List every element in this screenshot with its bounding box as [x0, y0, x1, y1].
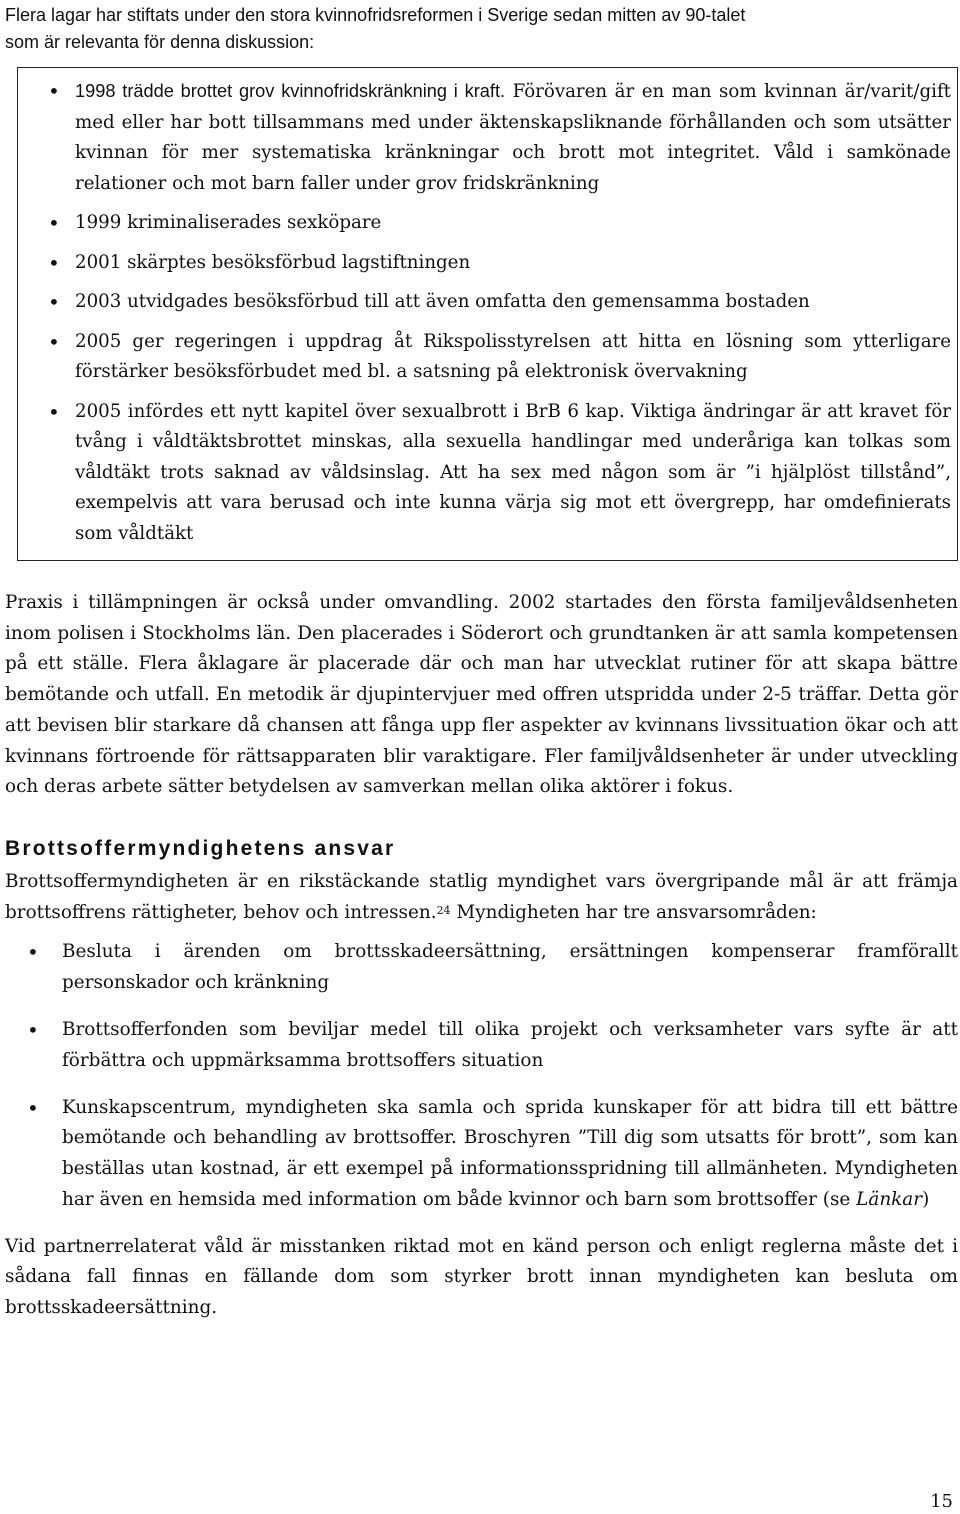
reform-item-2001 — [48, 248, 951, 279]
reform-box — [17, 67, 958, 561]
reform-item-1998 — [48, 76, 951, 199]
reform-section — [5, 0, 958, 561]
reform-item-2005b — [48, 397, 951, 550]
responsibility-item-fund — [5, 1015, 958, 1077]
reform-text: Förövaren är en man som kvinnan är/varit/gift med eller har bott tillsammans med under äktenskapsliknande förhållanden och som utsätter kvinnan för mer systematiska kränkningar och brott mot integritet. Våld i samkönade relationer och mot barn faller under grov fridskränkning — [75, 81, 951, 194]
bullet-icon: • — [27, 940, 39, 965]
links-reference[interactable]: Länkar — [856, 1188, 923, 1210]
reform-text: 2005 infördes ett nytt kapitel över sexualbrott i BrB 6 kap. Viktiga ändringar är att kravet för tvång i våldtäktsbrottet minskas, alla sexuella handlingar med underåriga kan tolkas som våldtäkt trots saknad av våldsinslag. Att ha sex med någon som är ”i hjälplöst tillstånd”, exempelvis att vara berusad och inte kunna värja sig mot ett övergrepp, har omdefinierats som våldtäkt — [75, 400, 951, 544]
intro-paragraph — [5, 0, 958, 56]
responsibility-text: Brottsofferfonden som beviljar medel till olika projekt och verksamheter vars syfte är att förbättra och uppmärksamma brottsoffers situation — [62, 1018, 958, 1071]
final-paragraph: Vid partnerrelaterat våld är misstanken riktad mot en känd person och enligt reglerna måste det i sådana fall finnas en fällande dom som styrker brott innan myndigheten kan besluta om brottsskadeersättning. — [5, 1235, 958, 1319]
reform-list — [48, 76, 951, 549]
reform-lead: 1998 trädde brottet grov kvinnofridskränkning i kraft. — [75, 81, 506, 101]
reform-item-2003 — [48, 287, 951, 318]
responsibility-item-knowledge-center — [5, 1093, 958, 1216]
bullet-icon: • — [48, 399, 60, 424]
section-heading: Brottsoffermyndighetens ansvar — [5, 836, 396, 860]
intro-line-2: som är relevanta för denna diskussion: — [5, 32, 315, 52]
responsibility-list — [5, 937, 958, 1215]
bullet-icon: • — [27, 1095, 39, 1120]
intro-line-1: Flera lagar har stiftats under den stora kvinnofridsreformen i Sverige sedan mitten av 90-talet — [5, 5, 746, 25]
responsibility-item-compensation — [5, 937, 958, 999]
section-intro-text: Brottsoffermyndigheten är en rikstäckande statlig myndighet vars övergripande mål är att främja brottsoffrens rättigheter, behov och intressen. — [5, 870, 958, 923]
reform-text: 2005 ger regeringen i uppdrag åt Rikspolisstyrelsen att hitta en lösning som ytterligare förstärker besöksförbudet med bl. a satsning på elektronisk övervakning — [75, 330, 951, 382]
bullet-icon: • — [48, 211, 60, 235]
reform-text: 2003 utvidgades besöksförbud till att även omfatta den gemensamma bostaden — [75, 291, 810, 312]
responsibility-text: Besluta i ärenden om brottsskadeersättning, ersättningen kompenserar framförallt personskador och kränkning — [62, 941, 958, 994]
bullet-icon: • — [48, 329, 60, 354]
document-page — [5, 0, 958, 1324]
page-number: 15 — [930, 1491, 953, 1512]
bullet-icon: • — [48, 250, 60, 275]
reform-item-2005a — [48, 327, 951, 388]
responsibility-text-tail: ) — [922, 1188, 930, 1210]
reform-item-1999 — [48, 208, 951, 239]
section-intro-paragraph — [5, 867, 958, 928]
reform-text: 1999 kriminaliserades sexköpare — [75, 212, 382, 233]
praxis-paragraph: Praxis i tillämpningen är också under omvandling. 2002 startades den första familjevåldsenheten inom polisen i Stockholms län. Den placerades i Söderort och grundtanken är att samla kompetensen på ett ställe. Flera åklagare är placerade där och man har utvecklat rutiner för att skapa bättre bemötande och utfall. En metodik är djupintervjuer med offren utspridda under 2-5 träffar. Detta gör att bevisen blir starkare då chansen att fånga upp fler aspekter av kvinnans livssituation ökar och att kvinnans förtroende för rättsapparaten blir varaktigare. Fler familjvåldsenheter är under utveckling och deras arbete sätter betydelsen av samverkan mellan olika aktörer i fokus. — [5, 592, 958, 798]
responsibility-text: Kunskapscentrum, myndigheten ska samla och sprida kunskaper för att bidra till ett bättre bemötande och behandling av brottsoffer. Broschyren ”Till dig som utsatts för brott”, som kan beställas utan kostnad, är ett exempel på informationsspridning till allmänheten. Myndigheten har även en hemsida med information om både kvinnor och barn som brottsoffer (se — [62, 1096, 958, 1210]
reform-text: 2001 skärptes besöksförbud lagstiftningen — [75, 251, 471, 273]
bullet-icon: • — [48, 79, 60, 103]
bullet-icon: • — [48, 290, 60, 314]
bullet-icon: • — [27, 1017, 39, 1042]
footnote-reference[interactable]: 24 — [436, 903, 451, 917]
section-intro-text-2: Myndigheten har tre ansvarsområden: — [450, 901, 817, 923]
